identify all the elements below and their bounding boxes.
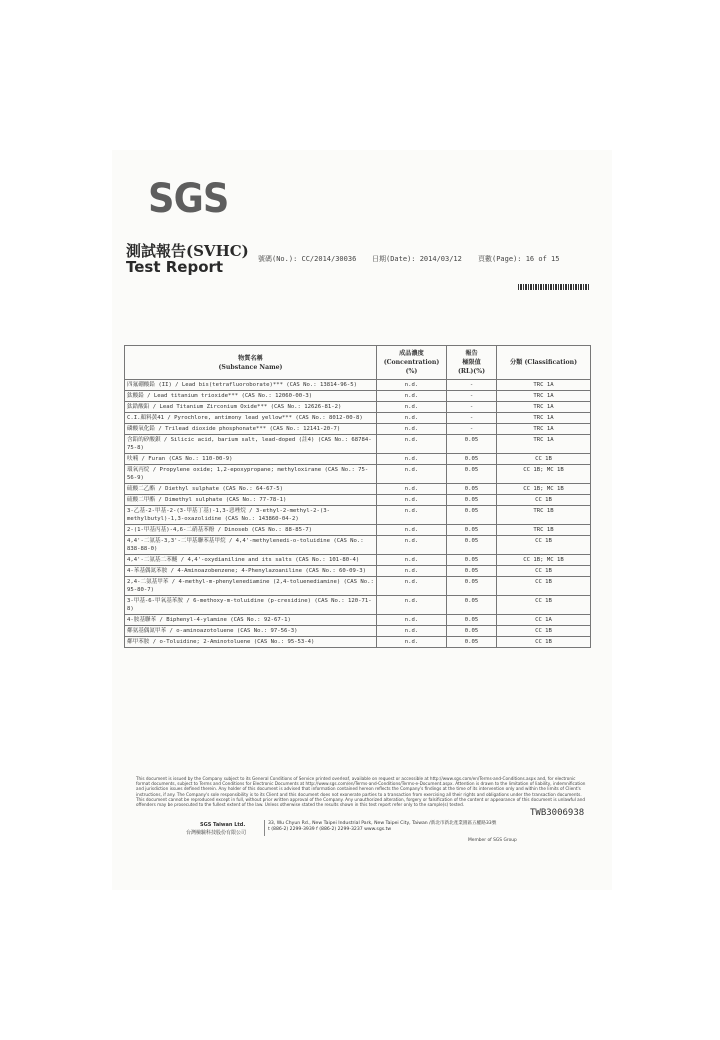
classification-cell: CC 1B: [497, 626, 591, 637]
company-name-english: SGS Taiwan Ltd.: [200, 822, 246, 828]
concentration-cell: n.d.: [377, 615, 447, 626]
concentration-cell: n.d.: [377, 484, 447, 495]
header-concentration: 成品濃度 (Concentration) (%): [377, 346, 447, 380]
serial-number: TWB3006938: [530, 808, 585, 818]
report-number: 號碼(No.): CC/2014/30036: [258, 255, 357, 263]
substance-name-cell: 4,4'-二氨基二苯醚 / 4,4'-oxydianiline and its salts (CAS No.: 101-80-4): [125, 555, 377, 566]
substance-name-cell: 磷酸氧化鉛 / Trilead dioxide phosphonate*** (CAS No.: 12141-20-7): [125, 424, 377, 435]
table-row: [125, 484, 591, 495]
substance-name-cell: 四氟硼酸鉛 (II) / Lead bis(tetrafluoroborate)*** (CAS No.: 13814-96-5): [125, 380, 377, 391]
rl-cell: -: [447, 413, 497, 424]
table-row: [125, 615, 591, 626]
rl-cell: -: [447, 402, 497, 413]
classification-cell: CC 1B: [497, 577, 591, 596]
substance-table: [124, 345, 591, 648]
substance-name-cell: 3-甲基-6-甲氧基苯胺 / 6-methoxy-m-toluidine (p-cresidine) (CAS No.: 120-71-8): [125, 596, 377, 615]
page-indicator: 頁數(Page): 16 of 15: [478, 255, 560, 263]
concentration-cell: n.d.: [377, 566, 447, 577]
classification-cell: CC 1A: [497, 615, 591, 626]
substance-name-cell: 環氧丙烷 / Propylene oxide; 1,2-epoxypropane; methyloxirane (CAS No.: 75-56-9): [125, 465, 377, 484]
concentration-cell: n.d.: [377, 626, 447, 637]
rl-cell: -: [447, 424, 497, 435]
concentration-cell: n.d.: [377, 495, 447, 506]
classification-cell: TRC 1A: [497, 391, 591, 402]
footer-divider: [264, 820, 265, 836]
rl-cell: 0.05: [447, 506, 497, 525]
table-row: [125, 465, 591, 484]
substance-name-cell: 4-苯基偶氮苯胺 / 4-Aminoazobenzene; 4-Phenylazoaniline (CAS No.: 60-09-3): [125, 566, 377, 577]
classification-cell: CC 1B: [497, 536, 591, 555]
classification-cell: TRC 1A: [497, 413, 591, 424]
disclaimer-text: This document is issued by the Company subject to its General Conditions of Service printed overleaf, available on request or accessible at http://www.sgs.com/en/Terms-and-Conditions.aspx and, for electronic format documents, subject to Terms and Conditions for Electronic Documents at http://www.sgs.com/en/Terms-and-Conditions/Terms-e-Document.aspx. Attention is drawn to the limitation of liability, indemnification and jurisdiction issues defined therein. Any holder of this document is advised that information contained hereon reflects the Company's findings at the time of its intervention only and within the limits of Client's instructions, if any. The Company's sole responsibility is to its Client and this document does not exonerate parties to a transaction from exercising all their rights and obligations under the transaction documents. This document cannot be reproduced except in full, without prior written approval of the Company. Any unauthorized alteration, forgery or falsification of the content or appearance of this document is unlawful and offenders may be prosecuted to the fullest extent of the law. Unless otherwise stated the results shown in this test report refer only to the sample(s) tested.: [136, 776, 586, 808]
table-row: [125, 566, 591, 577]
concentration-cell: n.d.: [377, 506, 447, 525]
substance-name-cell: 3-乙基-2-甲基-2-(3-甲基丁基)-1,3-惡唑烷 / 3-ethyl-2-methyl-2-(3-methylbutyl)-1,3-oxazolidine (CAS No.: 143860-04-2): [125, 506, 377, 525]
classification-cell: TRC 1B: [497, 506, 591, 525]
classification-cell: TRC 1B: [497, 525, 591, 536]
concentration-cell: n.d.: [377, 637, 447, 648]
concentration-cell: n.d.: [377, 577, 447, 596]
header-substance-name: 物質名稱 (Substance Name): [125, 346, 377, 380]
sgs-logo: SGS: [148, 176, 229, 222]
concentration-cell: n.d.: [377, 525, 447, 536]
rl-cell: 0.05: [447, 465, 497, 484]
classification-cell: TRC 1A: [497, 380, 591, 391]
table-row: [125, 536, 591, 555]
substance-name-cell: 硫酸二甲酯 / Dimethyl sulphate (CAS No.: 77-78-1): [125, 495, 377, 506]
barcode: [518, 284, 590, 290]
table-row: [125, 380, 591, 391]
rl-cell: 0.05: [447, 596, 497, 615]
concentration-cell: n.d.: [377, 402, 447, 413]
report-title-english: Test Report: [126, 258, 224, 276]
table-row: [125, 555, 591, 566]
table-row: [125, 596, 591, 615]
classification-cell: CC 1B: [497, 495, 591, 506]
table-row: [125, 525, 591, 536]
rl-cell: 0.05: [447, 637, 497, 648]
classification-cell: TRC 1A: [497, 435, 591, 454]
substance-name-cell: 4-胺基聯苯 / Biphenyl-4-ylamine (CAS No.: 92-67-1): [125, 615, 377, 626]
header-classification: 分類 (Classification): [497, 346, 591, 380]
rl-cell: 0.05: [447, 495, 497, 506]
concentration-cell: n.d.: [377, 454, 447, 465]
table-row: [125, 402, 591, 413]
substance-name-cell: 鈦鋯酸鉛 / Lead Titanium Zirconium Oxide*** (CAS No.: 12626-81-2): [125, 402, 377, 413]
substance-name-cell: 鄰甲苯胺 / o-Toluidine; 2-Aminotoluene (CAS No.: 95-53-4): [125, 637, 377, 648]
concentration-cell: n.d.: [377, 596, 447, 615]
concentration-cell: n.d.: [377, 380, 447, 391]
report-title-chinese: 測試報告(SVHC): [126, 242, 249, 260]
substance-name-cell: 2,4-二氨基甲苯 / 4-methyl-m-phenylenediamine (2,4-toluenediamine) (CAS No.: 95-80-7): [125, 577, 377, 596]
table-row: [125, 391, 591, 402]
rl-cell: 0.05: [447, 577, 497, 596]
report-date: 日期(Date): 2014/03/12: [372, 255, 462, 263]
substance-name-cell: 鄰氨基偶氮甲苯 / o-aminoazotoluene (CAS No.: 97-56-3): [125, 626, 377, 637]
classification-cell: CC 1B; MC 1B: [497, 555, 591, 566]
rl-cell: -: [447, 391, 497, 402]
table-row: [125, 435, 591, 454]
table-header-row: [125, 346, 591, 380]
rl-cell: -: [447, 380, 497, 391]
company-address: [268, 821, 496, 833]
rl-cell: 0.05: [447, 615, 497, 626]
rl-cell: 0.05: [447, 555, 497, 566]
company-name-chinese: 台灣檢驗科技股份有限公司: [186, 830, 247, 836]
concentration-cell: n.d.: [377, 465, 447, 484]
table-row: [125, 577, 591, 596]
rl-cell: 0.05: [447, 626, 497, 637]
rl-cell: 0.05: [447, 536, 497, 555]
substance-name-cell: 鈦酸鉛 / Lead titanium trioxide*** (CAS No.: 12060-00-3): [125, 391, 377, 402]
header-rl: 報告 極限值 (RL)(%): [447, 346, 497, 380]
rl-cell: 0.05: [447, 435, 497, 454]
concentration-cell: n.d.: [377, 536, 447, 555]
classification-cell: CC 1B: [497, 454, 591, 465]
rl-cell: 0.05: [447, 525, 497, 536]
substance-name-cell: 呋喃 / Furan (CAS No.: 110-00-9): [125, 454, 377, 465]
concentration-cell: n.d.: [377, 391, 447, 402]
table-row: [125, 424, 591, 435]
substance-name-cell: 4,4'-二氨基-3,3'-二甲基聯苯基甲烷 / 4,4'-methylenedi-o-toluidine (CAS No.: 838-88-0): [125, 536, 377, 555]
rl-cell: 0.05: [447, 484, 497, 495]
table-row: [125, 626, 591, 637]
member-of-group: Member of SGS Group: [468, 838, 517, 843]
substance-name-cell: 2-(1-甲基丙基)-4,6-二硝基苯酚 / Dinoseb (CAS No.: 88-85-7): [125, 525, 377, 536]
table-row: [125, 495, 591, 506]
table-row: [125, 506, 591, 525]
rl-cell: 0.05: [447, 454, 497, 465]
table-row: [125, 454, 591, 465]
classification-cell: TRC 1A: [497, 424, 591, 435]
table-row: [125, 413, 591, 424]
classification-cell: CC 1B: [497, 637, 591, 648]
concentration-cell: n.d.: [377, 435, 447, 454]
classification-cell: TRC 1A: [497, 402, 591, 413]
substance-name-cell: C.I.顏料黃41 / Pyrochlore, antimony lead yellow*** (CAS No.: 8012-00-8): [125, 413, 377, 424]
substance-name-cell: 硫酸二乙酯 / Diethyl sulphate (CAS No.: 64-67-5): [125, 484, 377, 495]
contact-line: t (886-2) 2299-3939 f (886-2) 2299-3237 www.sgs.tw: [268, 827, 392, 832]
concentration-cell: n.d.: [377, 424, 447, 435]
classification-cell: CC 1B: [497, 596, 591, 615]
rl-cell: 0.05: [447, 566, 497, 577]
classification-cell: CC 1B; MC 1B: [497, 484, 591, 495]
table-row: [125, 637, 591, 648]
substance-name-cell: 含鉛的矽酸鋇 / Silicic acid, barium salt, lead-doped (註4) (CAS No.: 68784-75-8): [125, 435, 377, 454]
classification-cell: CC 1B: [497, 566, 591, 577]
address-line: 33, Wu Chyun Rd., New Taipei Industrial Park, New Taipei City, Taiwan /新北市新北產業園區五權路33號: [268, 821, 497, 826]
concentration-cell: n.d.: [377, 413, 447, 424]
classification-cell: CC 1B; MC 1B: [497, 465, 591, 484]
concentration-cell: n.d.: [377, 555, 447, 566]
